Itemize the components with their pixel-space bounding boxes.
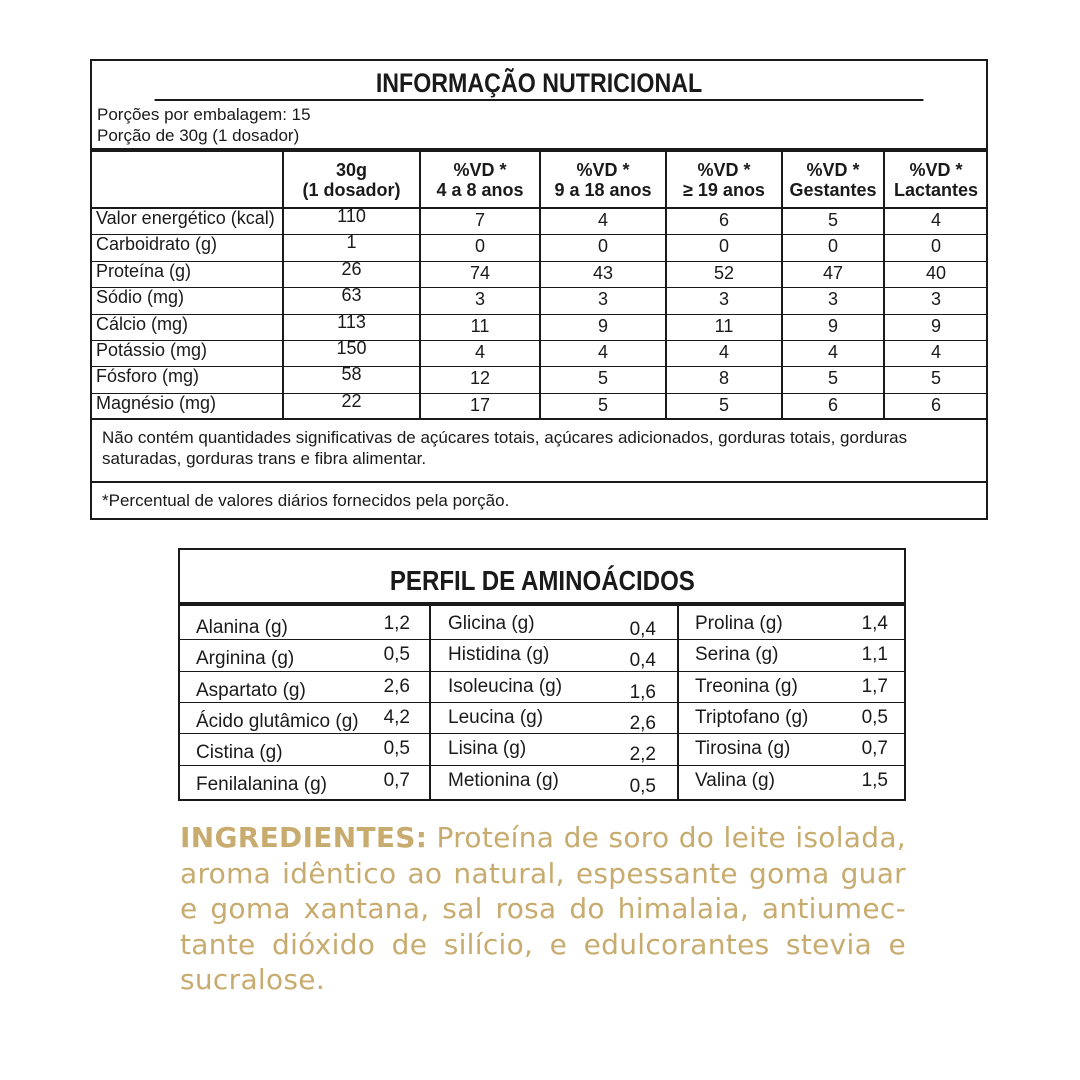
amino-value: 0,5 [629,775,656,797]
nutrient-label: Potássio (mg) [96,340,208,360]
amino-name: Glicina (g) [448,613,535,634]
nutrient-value: 5 [827,368,838,389]
nutrient-value: 6 [827,394,838,415]
amino-name: Histidina (g) [448,644,550,666]
amino-name: Fenilalanina (g) [196,773,327,795]
amino-value: 0,5 [861,706,888,728]
nutrient-label: Fósforo (mg) [96,366,200,387]
nutrient-value: 0 [718,236,729,257]
nutrient-value: 22 [341,390,362,411]
amino-name: Aspartato (g) [196,679,306,701]
nutrition-title: INFORMAÇÃO NUTRICIONAL [155,61,924,101]
column-header [540,160,666,200]
nutrient-value: 0 [827,236,838,257]
column-header [782,160,884,200]
amino-name: Lisina (g) [448,738,527,760]
column-header [884,160,988,200]
amino-value: 1,5 [861,769,888,791]
servings-per-package: Porções por embalagem: 15 [97,105,311,124]
nutrient-value: 4 [930,342,941,362]
nutrient-value: 3 [718,289,729,310]
ingredients [180,820,906,998]
nutrient-value: 5 [930,368,941,389]
nutrient-value: 7 [474,210,485,230]
nutrient-value: 43 [592,262,614,283]
nutrient-value: 3 [930,289,941,310]
amino-acid-table [178,548,906,801]
nutrient-value: 3 [597,289,608,310]
column-header-line2: 9 a 18 anos [554,180,652,200]
amino-name: Metionina (g) [448,769,559,791]
amino-value: 4,2 [383,706,410,728]
nutrient-value: 4 [474,342,485,362]
nutrition-grid [92,152,986,418]
nutrient-value: 63 [341,285,362,306]
nutrient-value: 3 [827,289,838,310]
amino-name: Cistina (g) [196,742,283,764]
amino-value: 2,2 [629,744,656,766]
nutrient-value: 4 [930,210,941,230]
nutrient-value: 74 [469,262,491,283]
amino-name: Serina (g) [695,644,779,666]
amino-name: Valina (g) [695,769,775,791]
nutrient-value: 5 [597,368,608,389]
column-header-line1: %VD * [697,160,751,180]
nutrient-label: Cálcio (mg) [96,313,189,334]
amino-value: 1,2 [383,613,410,634]
amino-value: 1,1 [861,644,888,666]
column-header-line2: (1 dosador) [302,180,401,200]
nutrition-note: Não contém quantidades significativas de açúcares totais, açúcares adicionados, gorduras totais, gorduras saturadas, gorduras trans e fibra alimentar. [92,418,986,481]
nutrient-value: 11 [714,315,734,336]
nutrient-label: Valor energético (kcal) [96,208,275,228]
nutrition-table [90,59,988,520]
nutrient-value: 1 [346,232,357,253]
nutrient-value: 6 [930,394,941,415]
nutrient-value: 4 [827,342,838,362]
nutrient-value: 5 [597,394,608,415]
column-header-line2: Lactantes [893,180,979,200]
amino-value: 0,5 [383,644,410,666]
nutrient-value: 12 [469,368,491,389]
column-header-line2: ≥ 19 anos [683,180,765,200]
nutrient-value: 4 [597,210,608,230]
nutrient-value: 5 [718,394,729,415]
nutrient-value: 3 [474,289,485,310]
column-header-line2: Gestantes [789,180,877,200]
amino-value: 0,7 [861,738,888,760]
nutrient-value: 11 [470,315,490,336]
nutrient-label: Sódio (mg) [96,287,185,308]
nutrient-value: 0 [474,236,485,257]
amino-name: Leucina (g) [448,706,544,728]
amino-name: Isoleucina (g) [448,675,563,697]
ingredients-label: INGREDIENTES: [180,821,428,854]
column-header-line1: %VD * [453,160,507,180]
serving-info [92,101,986,152]
nutrient-value: 17 [469,394,491,415]
nutrient-label: Proteína (g) [96,260,192,281]
amino-name: Treonina (g) [695,675,798,697]
amino-value: 1,7 [861,675,888,697]
nutrient-label: Carboidrato (g) [96,234,218,255]
amino-value: 1,6 [629,681,656,703]
nutrient-value: 4 [718,342,729,362]
nutrient-value: 150 [336,338,367,358]
nutrient-value: 9 [597,315,608,336]
column-header-line1: 30g [335,160,368,180]
amino-value: 2,6 [383,675,410,697]
nutrition-footnote: *Percentual de valores diários fornecidos pela porção. [92,481,986,511]
portion-size: Porção de 30g (1 dosador) [97,126,300,145]
column-header [420,160,540,200]
nutrient-label: Magnésio (mg) [96,392,217,413]
column-header-line1: %VD * [806,160,860,180]
column-header-line1: %VD * [909,160,963,180]
nutrient-value: 6 [718,210,729,230]
nutrient-value: 0 [930,236,941,257]
nutrient-value: 5 [827,210,838,230]
nutrient-value: 8 [718,368,729,389]
amino-value: 1,4 [861,613,888,634]
nutrient-value: 47 [822,262,844,283]
nutrient-value: 26 [341,258,362,279]
column-header-line2: 4 a 8 anos [436,180,524,200]
amino-name: Prolina (g) [695,613,783,634]
nutrient-value: 110 [337,206,366,226]
column-header-line1: %VD * [576,160,630,180]
amino-value: 2,6 [629,712,656,734]
amino-value: 0,4 [629,619,656,640]
nutrient-value: 113 [337,311,366,332]
amino-value: 0,5 [383,738,410,760]
amino-name: Triptofano (g) [695,706,809,728]
nutrient-value: 52 [713,262,735,283]
amino-name: Arginina (g) [196,648,295,670]
amino-value: 0,4 [629,650,656,672]
nutrient-value: 0 [597,236,608,257]
amino-name: Alanina (g) [196,617,288,638]
amino-grid [180,606,904,799]
column-header [666,160,782,200]
column-header [283,160,420,200]
nutrient-value: 9 [827,315,838,336]
amino-name: Ácido glutâmico (g) [196,710,359,732]
amino-title: PERFIL DE AMINOÁCIDOS [180,550,904,606]
nutrient-value: 58 [341,364,362,385]
ingredients-text: Proteína de soro do leite isolada, aroma idêntico ao natural, espessante goma guar e goma xantana, sal rosa do himalaia, antiumec-tante dióxido de silício, e edulcorantes stevia e sucralose. [180,821,906,996]
amino-value: 0,7 [383,769,410,791]
nutrient-value: 9 [930,315,941,336]
nutrient-value: 4 [597,342,608,362]
amino-name: Tirosina (g) [695,738,791,760]
nutrient-value: 40 [925,262,947,283]
